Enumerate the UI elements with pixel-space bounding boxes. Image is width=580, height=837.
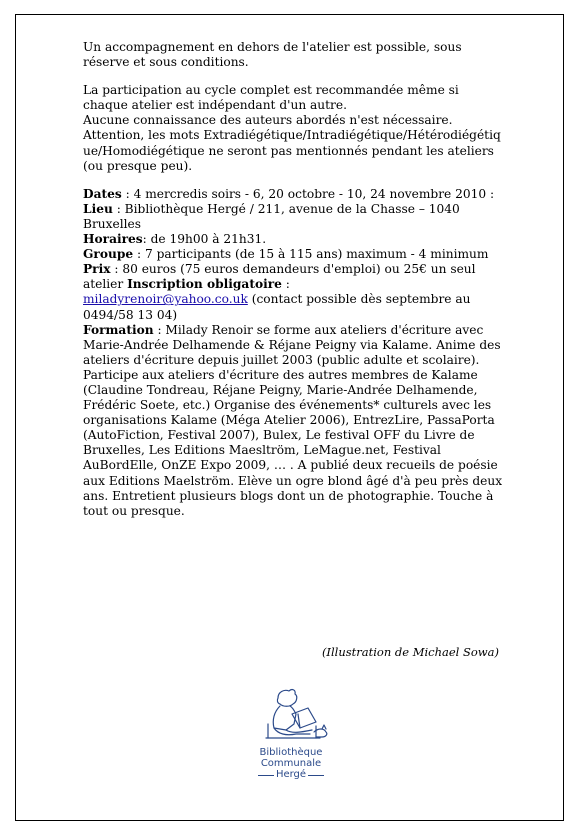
horaires-label: Horaires bbox=[83, 232, 143, 247]
intro-paragraph: Un accompagnement en dehors de l'atelier est possible, sous réserve et sous conditions. bbox=[83, 40, 462, 70]
inscription-label: Inscription obligatoire bbox=[127, 277, 282, 292]
dates-line bbox=[83, 187, 503, 202]
horaires-value: : de 19h00 à 21h31. bbox=[142, 232, 267, 247]
inscription-separator: : bbox=[281, 277, 290, 292]
dates-value: : 4 mercredis soirs - 6, 20 octobre - 10, 24 novembre 2010 : bbox=[121, 186, 495, 201]
email-link[interactable]: miladyrenoir@yahoo.co.uk bbox=[83, 292, 248, 307]
reader-figure-icon bbox=[236, 684, 346, 744]
lieu-value: : Bibliothèque Hergé / 211, avenue de la Chasse – 1040 Bruxelles bbox=[83, 201, 460, 231]
participation-recommendation: La participation au cycle complet est recommandée même si chaque atelier est indépendant d'un autre. bbox=[83, 83, 459, 113]
prix-value: : 80 euros (75 euros demandeurs d'emploi) ou 25€ un seul atelier bbox=[83, 262, 476, 292]
document-body bbox=[83, 40, 503, 519]
formation-label: Formation bbox=[83, 322, 154, 337]
logo-line-3: Hergé bbox=[275, 769, 307, 780]
logo-divider-right bbox=[308, 775, 324, 776]
lieu-line bbox=[83, 202, 503, 232]
prix-line bbox=[83, 262, 503, 322]
logo-line-1: Bibliothèque bbox=[259, 747, 323, 758]
contact-value: (contact possible dès septembre au 0494/58 13 04) bbox=[83, 292, 471, 322]
dates-label: Dates bbox=[83, 186, 122, 201]
logo-line-2: Communale bbox=[260, 758, 322, 769]
groupe-label: Groupe bbox=[83, 247, 134, 262]
library-logo bbox=[236, 684, 346, 789]
prix-label: Prix bbox=[83, 262, 111, 277]
formation-line bbox=[83, 323, 503, 519]
terms-warning: Attention, les mots Extradiégétique/Intradiégétique/Hétérodiégétique/Homodiégétique ne seront pas mentionnés pendant les ateliers (ou presque peu). bbox=[83, 128, 501, 173]
groupe-line bbox=[83, 247, 503, 262]
horaires-line bbox=[83, 232, 503, 247]
lieu-label: Lieu bbox=[83, 201, 113, 216]
formation-value: : Milady Renoir se forme aux ateliers d'écriture avec Marie-Andrée Delhamende & Réjane Peigny via Kalame. Anime des ateliers d'écriture depuis juillet 2003 (public adulte et scolaire). Participe aux ateliers d'écriture des autres membres de Kalame (Claudine Tondreau, Réjane Peigny, Marie-Andrée Delhamende, Frédéric Soete, etc.) Organise des événements* culturels avec les organisations Kalame (Méga Atelier 2006), EntrezLire, PassaPorta (AutoFiction, Festival 2007), Bulex, Le festival OFF du Livre de Bruxelles, Les Editions Maesltröm, LeMague.net, Festival AuBordElle, OnZE Expo 2009, … . A publié deux recueils de poésie aux Editions Maelström. Elève un ogre blond âgé d'à peu près deux ans. Entretient plusieurs blogs dont un de photographie. Touche à tout ou presque. bbox=[83, 322, 503, 518]
illustration-caption: (Illustration de Michael Sowa) bbox=[321, 645, 499, 659]
no-prerequisite-note: Aucune connaissance des auteurs abordés n'est nécessaire. bbox=[83, 113, 453, 128]
groupe-value: : 7 participants (de 15 à 115 ans) maximum - 4 minimum bbox=[133, 247, 489, 262]
